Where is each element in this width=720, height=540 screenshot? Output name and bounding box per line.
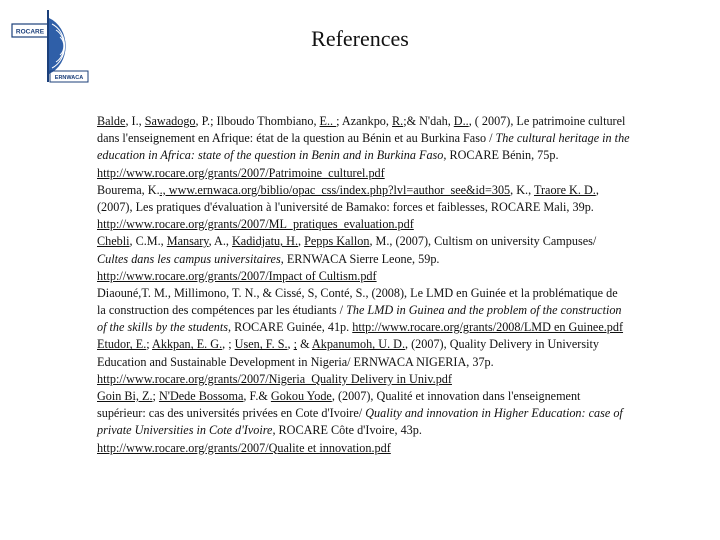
- reference-text: ;: [152, 389, 159, 403]
- reference-text: D..: [453, 114, 469, 128]
- reference-text: supérieur: cas des universités privées en Cote d'Ivoire/: [97, 406, 366, 421]
- reference-text: Cultes dans les campus universitaires: [97, 251, 281, 266]
- reference-line: [97, 319, 712, 336]
- reference-line: [97, 199, 712, 216]
- reference-entry: [97, 336, 712, 388]
- reference-text: Quality and innovation in Higher Education: case of: [365, 406, 623, 421]
- reference-text: , (2007), Qualité et innovation dans l'enseignement: [331, 389, 581, 403]
- reference-text: ; Azankpo,: [336, 114, 392, 128]
- reference-text: The LMD in Guinea and the problem of the construction: [346, 303, 622, 318]
- reference-line: [97, 422, 712, 439]
- reference-line: [97, 251, 712, 268]
- reference-text: Kadidjatu, H.: [231, 234, 298, 249]
- reference-line: [97, 354, 712, 371]
- reference-line: [97, 285, 712, 302]
- reference-text: ,: [287, 337, 294, 352]
- reference-text: Education and Sustainable Development in Nigeria/ ERNWACA NIGERIA, 37p.: [97, 354, 494, 369]
- reference-line: [97, 371, 712, 388]
- reference-line: [97, 336, 712, 353]
- reference-entry: [97, 182, 712, 234]
- reference-text: Etudor, E.: [97, 337, 147, 352]
- page-title: References: [311, 26, 409, 51]
- reference-text: Gokou Yode: [270, 389, 332, 403]
- reference-text: R.: [392, 114, 404, 128]
- reference-text: dans l'enseignement en Afrique: état de la question au Bénin et au Burkina Faso /: [97, 131, 496, 146]
- reference-entry: [97, 285, 712, 337]
- reference-text: Traore K. D.: [533, 182, 596, 197]
- reference-line: [97, 147, 712, 164]
- reference-text: , ROCARE Guinée, 41p.: [228, 320, 353, 335]
- reference-entry: [97, 113, 712, 182]
- reference-text: Goin Bi, Z.: [97, 389, 153, 403]
- reference-text: ROCARE Côte d'Ivoire, 43p.: [275, 423, 422, 438]
- reference-text: ,: [595, 182, 599, 197]
- reference-text: &: [297, 337, 312, 352]
- reference-text: , ERNWACA Sierre Leone, 59p.: [280, 251, 440, 266]
- reference-text: private Universities in Cote d'Ivoire,: [97, 423, 276, 438]
- reference-line: [97, 302, 712, 319]
- reference-link[interactable]: http://www.rocare.org/grants/2007/Patrimoine_culturel.pdf: [97, 165, 385, 180]
- reference-text: of the skills by the students: [97, 320, 228, 335]
- reference-link[interactable]: http://www.rocare.org/grants/2007/Impact of Cultism.pdf: [97, 268, 377, 283]
- reference-text: ;: [293, 337, 298, 352]
- reference-text: la construction des compétences par les étudiants /: [97, 303, 347, 318]
- reference-line: [97, 165, 712, 182]
- reference-line: [97, 113, 712, 130]
- reference-text: Sawadogo: [144, 114, 196, 128]
- reference-text: The cultural heritage in the: [495, 131, 630, 146]
- logo-top-text: ROCARE: [15, 28, 45, 36]
- reference-line: [97, 440, 712, 457]
- reference-link[interactable]: ., www.ernwaca.org/biblio/opac_css/index.php?lvl=author_see&id=305: [159, 182, 511, 197]
- reference-text: Pepps Kallon: [304, 234, 370, 249]
- references-list: [97, 113, 712, 457]
- reference-text: , M., (2007), Cultism on university Campuses/: [369, 234, 597, 249]
- reference-text: , ( 2007), Le patrimoine culturel: [468, 114, 626, 128]
- reference-text: , I.,: [125, 114, 145, 128]
- reference-text: Balde: [97, 114, 126, 128]
- reference-text: , ROCARE Bénin, 75p.: [443, 148, 559, 163]
- reference-entry: [97, 233, 712, 285]
- reference-line: [97, 233, 712, 250]
- reference-text: ;: [146, 337, 153, 352]
- reference-text: , K.,: [510, 182, 534, 197]
- reference-line: [97, 405, 712, 422]
- reference-link[interactable]: http://www.rocare.org/grants/2008/LMD en Guinee.pdf: [352, 320, 624, 335]
- reference-line: [97, 388, 712, 405]
- logo-bottom-text: ERNWACA: [54, 75, 84, 81]
- reference-text: Diaouné,T. M., Millimono, T. N., & Cissé, S, Conté, S., (2008), Le LMD en Guinée et la problématique de: [97, 285, 618, 300]
- reference-text: E..: [319, 114, 337, 128]
- reference-text: , A.,: [208, 234, 232, 249]
- reference-link[interactable]: http://www.rocare.org/grants/2007/Nigeria_Quality Delivery in Univ.pdf: [97, 371, 452, 386]
- reference-entry: [97, 388, 712, 457]
- reference-line: [97, 182, 712, 199]
- reference-text: Mansary: [166, 234, 209, 249]
- reference-text: Bourema, K.: [97, 182, 160, 197]
- reference-text: ,: [298, 234, 305, 249]
- reference-text: , C.M.,: [129, 234, 167, 249]
- reference-text: Akkpan, E. G.: [152, 337, 223, 352]
- reference-text: , P.; Ilboudo Thombiano,: [195, 114, 320, 128]
- reference-link[interactable]: http://www.rocare.org/grants/2007/Qualite et innovation.pdf: [97, 440, 391, 455]
- reference-text: , F.&: [243, 389, 271, 403]
- reference-line: [97, 130, 712, 147]
- reference-text: education in Africa: state of the question in Benin and in Burkina Faso: [97, 148, 444, 163]
- reference-text: Akpanumoh, U. D.: [311, 337, 406, 352]
- reference-text: (2007), Les pratiques d'évaluation à l'université de Bamako: forces et faiblesses, ROCARE Mali, 39p.: [97, 199, 594, 214]
- reference-text: , (2007), Quality Delivery in University: [405, 337, 599, 352]
- reference-text: , ;: [222, 337, 235, 352]
- reference-text: Chebli: [97, 234, 130, 249]
- reference-text: ;& N'dah,: [403, 114, 454, 128]
- reference-text: N'Dede Bossoma: [158, 389, 244, 403]
- reference-text: Usen, F. S.: [234, 337, 288, 352]
- reference-link[interactable]: http://www.rocare.org/grants/2007/ML_pratiques_evaluation.pdf: [97, 217, 414, 232]
- reference-line: [97, 268, 712, 285]
- reference-line: [97, 216, 712, 233]
